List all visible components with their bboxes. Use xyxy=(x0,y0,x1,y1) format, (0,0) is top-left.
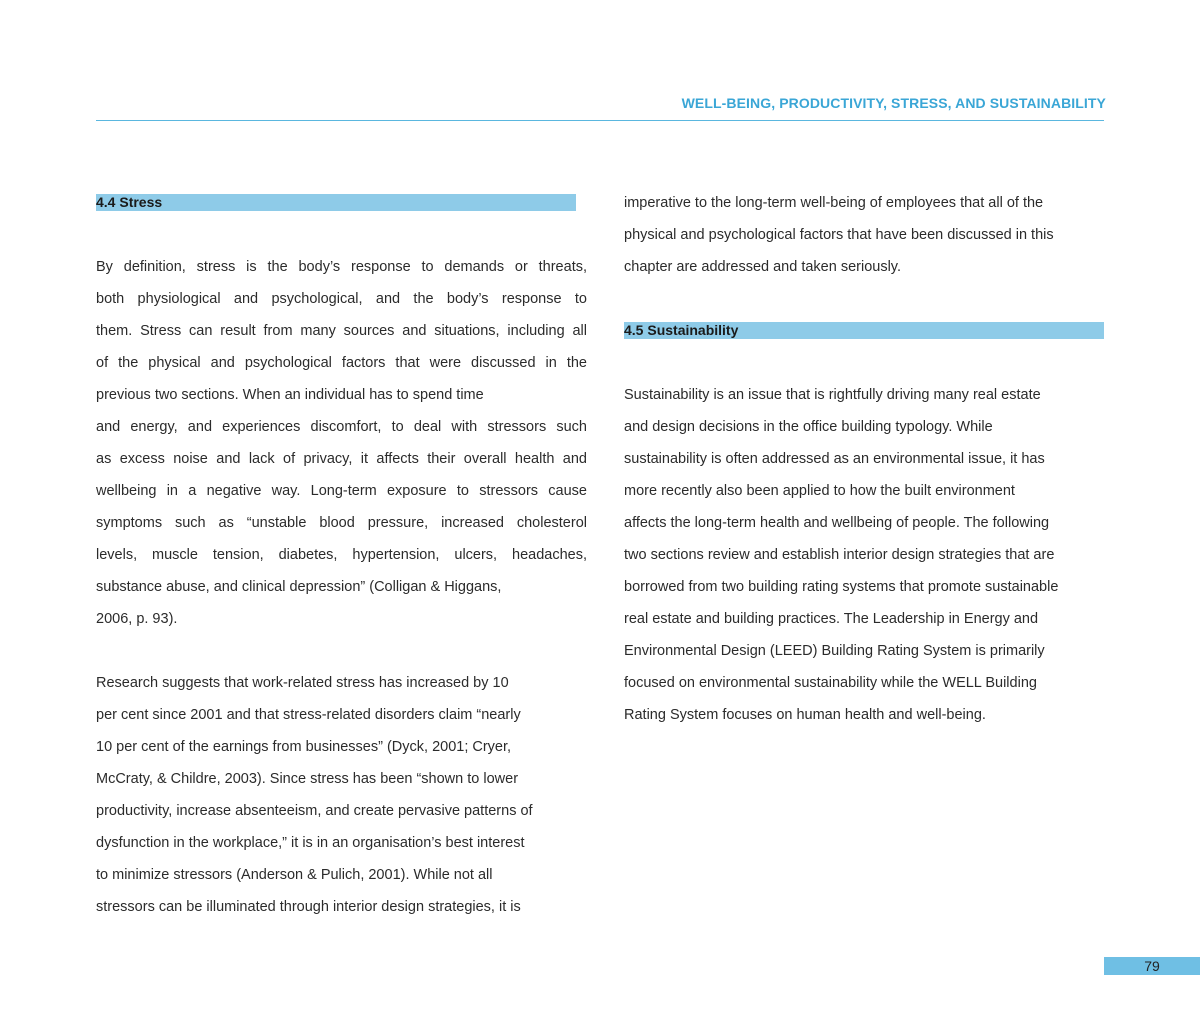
spacer xyxy=(96,219,587,251)
paragraph-sustainability xyxy=(624,379,1104,731)
text-line: imperative to the long-term well-being of employees that all of the xyxy=(624,195,1044,211)
text-line: levels, muscle tension, diabetes, hypertension, ulcers, headaches, xyxy=(96,547,587,563)
text-line: real estate and building practices. The Leadership in Energy and xyxy=(624,611,1039,627)
text-line: McCraty, & Childre, 2003). Since stress has been “shown to lower xyxy=(96,771,519,787)
text-line: sustainability is often addressed as an environmental issue, it has xyxy=(624,451,1045,467)
spacer xyxy=(624,283,1104,315)
text-line: 2006, p. 93). xyxy=(96,611,178,627)
spacer xyxy=(624,347,1104,379)
text-line: substance abuse, and clinical depression” (Colligan & Higgans, xyxy=(96,579,502,595)
right-column xyxy=(624,187,1104,731)
text-line: two sections review and establish interior design strategies that are xyxy=(624,547,1055,563)
text-line: productivity, increase absenteeism, and create pervasive patterns of xyxy=(96,803,533,819)
paragraph-stress-continuation xyxy=(624,187,1104,283)
text-line: and design decisions in the office building typology. While xyxy=(624,419,993,435)
page-number: 79 xyxy=(1104,957,1200,975)
text-line: and energy, and experiences discomfort, to deal with stressors such xyxy=(96,419,587,435)
text-line: borrowed from two building rating systems that promote sustainable xyxy=(624,579,1059,595)
section-heading-sustainability: 4.5 Sustainability xyxy=(624,322,1104,339)
text-line: dysfunction in the workplace,” it is in an organisation’s best interest xyxy=(96,835,525,851)
running-header-title: WELL-BEING, PRODUCTIVITY, STRESS, AND SUSTAINABILITY xyxy=(681,95,1106,111)
text-line: them. Stress can result from many sources and situations, including all xyxy=(96,323,587,339)
text-line: more recently also been applied to how the built environment xyxy=(624,483,1015,499)
text-line: previous two sections. When an individual has to spend time xyxy=(96,387,484,403)
text-line: stressors can be illuminated through interior design strategies, it is xyxy=(96,899,521,915)
text-line: to minimize stressors (Anderson & Pulich, 2001). While not all xyxy=(96,867,493,883)
text-line: physical and psychological factors that have been discussed in this xyxy=(624,227,1054,243)
text-line: both physiological and psychological, and the body’s response to xyxy=(96,291,587,307)
text-line: focused on environmental sustainability while the WELL Building xyxy=(624,675,1037,691)
text-line: By definition, stress is the body’s response to demands or threats, xyxy=(96,259,587,275)
text-line: Research suggests that work-related stress has increased by 10 xyxy=(96,675,509,691)
text-line: symptoms such as “unstable blood pressure, increased cholesterol xyxy=(96,515,587,531)
text-line: per cent since 2001 and that stress-related disorders claim “nearly xyxy=(96,707,521,723)
left-column xyxy=(96,187,587,923)
text-line: Rating System focuses on human health and well-being. xyxy=(624,707,986,723)
header-rule xyxy=(96,120,1104,121)
text-line: chapter are addressed and taken seriously. xyxy=(624,259,902,275)
text-line: affects the long-term health and wellbeing of people. The following xyxy=(624,515,1050,531)
text-line: wellbeing in a negative way. Long-term exposure to stressors cause xyxy=(96,483,587,499)
paragraph-stress-research xyxy=(96,667,587,923)
section-heading-stress: 4.4 Stress xyxy=(96,194,576,211)
text-line: Environmental Design (LEED) Building Rating System is primarily xyxy=(624,643,1045,659)
text-line: 10 per cent of the earnings from businesses” (Dyck, 2001; Cryer, xyxy=(96,739,512,755)
spacer xyxy=(96,635,587,667)
paragraph-stress-definition xyxy=(96,251,587,635)
text-line: of the physical and psychological factors that were discussed in the xyxy=(96,355,587,371)
text-line: Sustainability is an issue that is rightfully driving many real estate xyxy=(624,387,1041,403)
text-line: as excess noise and lack of privacy, it affects their overall health and xyxy=(96,451,587,467)
